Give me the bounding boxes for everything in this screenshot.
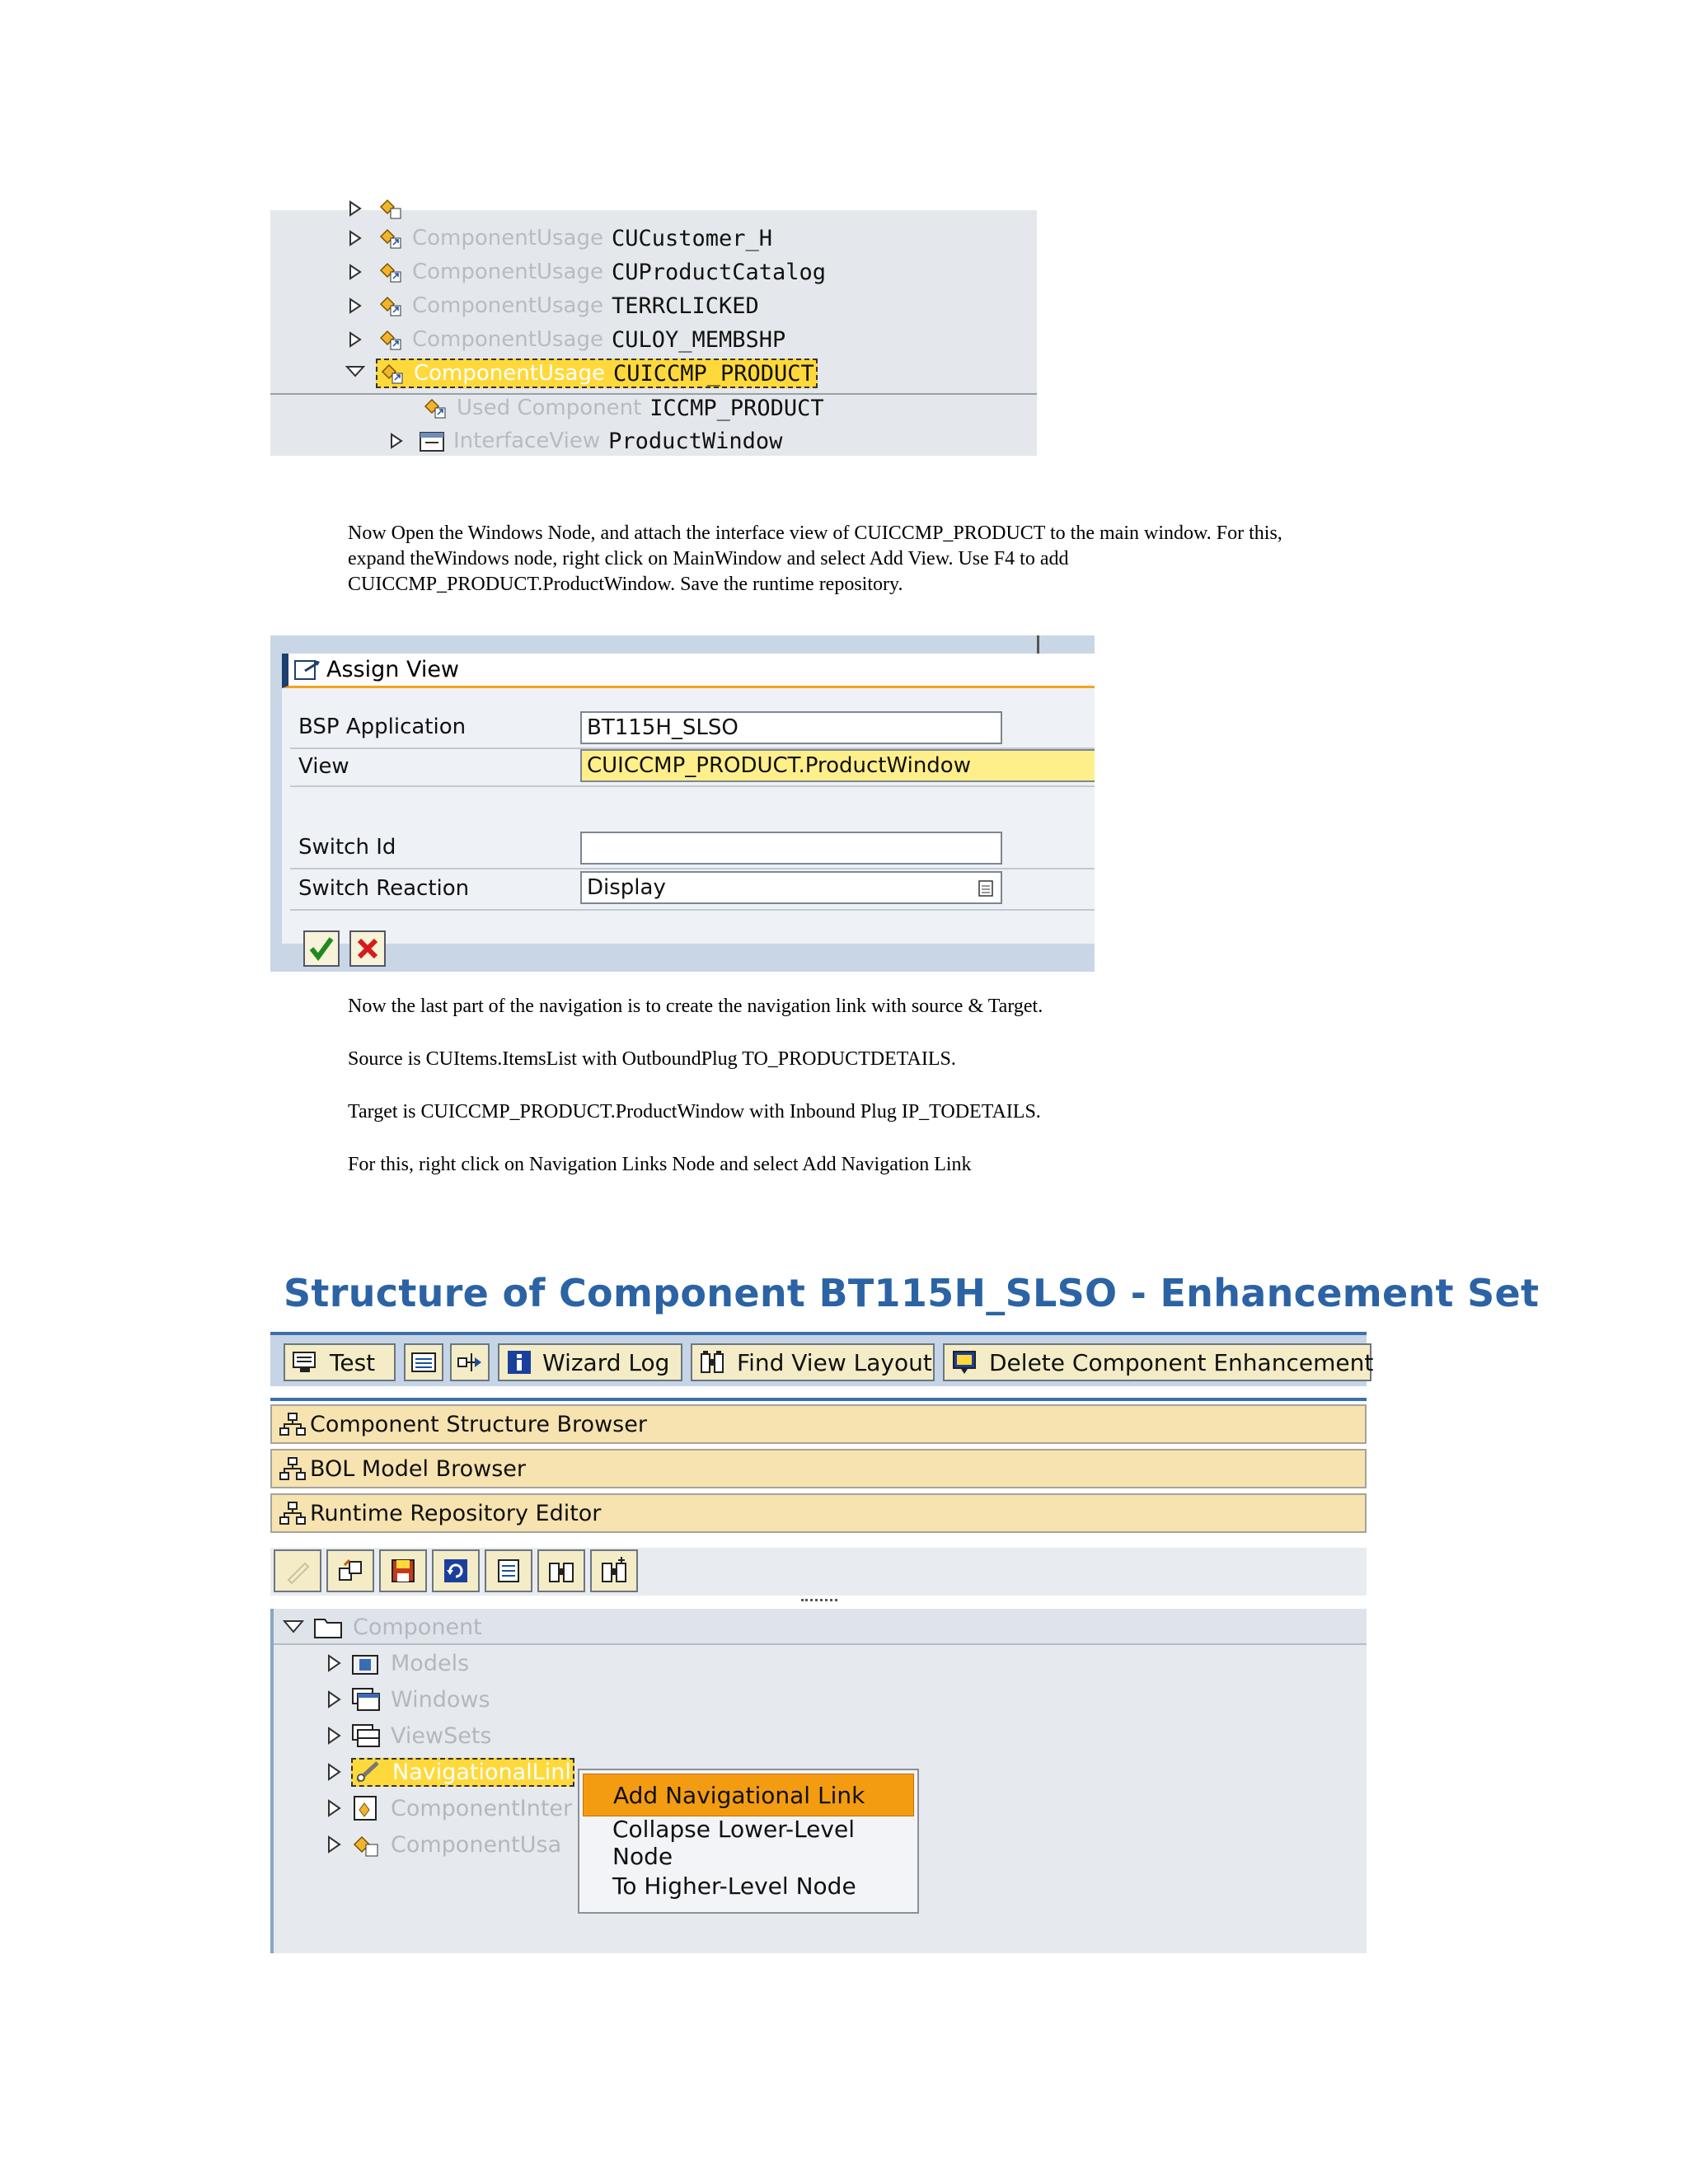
delete-component-enhancement-button[interactable] xyxy=(943,1343,1372,1381)
tree-node-viewsets[interactable] xyxy=(328,1719,491,1752)
find-view-layout-button[interactable] xyxy=(691,1343,935,1381)
tree-row[interactable] xyxy=(349,223,772,253)
tree-node-navigational-links[interactable] xyxy=(328,1755,574,1788)
save-icon xyxy=(389,1557,417,1585)
tree-node-models[interactable] xyxy=(328,1647,469,1680)
structure-tree-icon xyxy=(279,1412,308,1436)
node-type-label: ComponentUsage xyxy=(412,327,603,352)
component-usage-icon xyxy=(377,293,404,319)
tree-row[interactable] xyxy=(422,393,824,423)
list-button[interactable] xyxy=(485,1549,532,1592)
node-type-label: ComponentUsage xyxy=(412,293,603,318)
expand-triangle-icon[interactable] xyxy=(328,1764,341,1780)
instruction-paragraph: Now the last part of the navigation is to create the navigation link with source & Target. xyxy=(348,996,1043,1017)
component-usage-icon xyxy=(379,360,406,387)
tree-node-component-interface[interactable] xyxy=(328,1792,572,1825)
node-name: TERRCLICKED xyxy=(611,293,759,319)
node-label: ComponentInter xyxy=(391,1795,573,1821)
instruction-paragraph: Target is CUICCMP_PRODUCT.ProductWindow with Inbound Plug IP_TODETAILS. xyxy=(348,1101,1041,1122)
menu-item-collapse-lower-level-node[interactable] xyxy=(579,1816,917,1870)
expand-triangle-icon[interactable] xyxy=(349,332,361,347)
dialog-title: Assign View xyxy=(326,657,460,682)
used-component-icon xyxy=(422,395,448,421)
interface-view-icon xyxy=(419,428,445,454)
collapse-triangle-icon[interactable] xyxy=(284,1620,303,1633)
node-label: Component xyxy=(353,1614,482,1640)
expand-triangle-icon[interactable] xyxy=(391,434,402,448)
menu-item-label: Collapse Lower-Level Node xyxy=(612,1816,855,1870)
find-button[interactable] xyxy=(537,1549,585,1592)
expand-triangle-icon[interactable] xyxy=(328,1691,341,1708)
binoculars-icon xyxy=(547,1557,575,1585)
list-view-button[interactable] xyxy=(404,1343,443,1381)
view-label: View xyxy=(298,754,349,779)
component-usage-icon xyxy=(377,195,404,222)
expand-triangle-icon[interactable] xyxy=(349,298,361,313)
component-usage-icon xyxy=(377,326,404,353)
tree-node-component[interactable] xyxy=(284,1610,482,1643)
paragraph-line: CUICCMP_PRODUCT.ProductWindow. Save the runtime repository. xyxy=(348,574,903,595)
test-icon xyxy=(292,1350,320,1375)
bsp-application-field[interactable]: BT115H_SLSO xyxy=(580,711,1002,744)
tree-row[interactable] xyxy=(349,325,785,354)
expand-triangle-icon[interactable] xyxy=(328,1727,341,1744)
switch-id-label: Switch Id xyxy=(298,835,396,860)
menu-item-label: To Higher-Level Node xyxy=(612,1872,856,1900)
tree-node-component-usages[interactable] xyxy=(328,1828,561,1861)
node-type-label: ComponentUsage xyxy=(412,260,603,284)
bol-model-browser-tab[interactable] xyxy=(270,1449,1367,1488)
tree-row[interactable] xyxy=(391,426,782,456)
test-button[interactable] xyxy=(284,1343,396,1381)
component-structure-browser-tab[interactable] xyxy=(270,1404,1367,1444)
selected-node-highlight[interactable] xyxy=(351,1758,574,1787)
menu-item-to-higher-level-node[interactable] xyxy=(579,1864,917,1907)
expand-triangle-icon[interactable] xyxy=(328,1655,341,1671)
models-icon xyxy=(351,1651,381,1675)
node-name: ICCMP_PRODUCT xyxy=(649,395,824,421)
folder-icon xyxy=(313,1615,343,1639)
assign-view-icon xyxy=(293,658,321,682)
bsp-application-label: BSP Application xyxy=(298,715,467,739)
node-name: CULOY_MEMBSHP xyxy=(611,326,786,353)
delete-enhancement-icon xyxy=(951,1349,979,1376)
node-label: ComponentUsa xyxy=(391,1831,562,1858)
node-name: CUICCMP_PRODUCT xyxy=(612,360,814,387)
selected-node-highlight[interactable] xyxy=(376,359,818,388)
windows-icon xyxy=(351,1687,381,1712)
viewsets-icon xyxy=(351,1723,381,1748)
divider xyxy=(290,868,1095,869)
node-name: CUProductCatalog xyxy=(611,259,827,285)
edit-button[interactable] xyxy=(274,1549,321,1592)
switch-id-field[interactable] xyxy=(580,832,1002,865)
paragraph-line: Now Open the Windows Node, and attach the interface view of CUICCMP_PRODUCT to the main window. For this, xyxy=(348,523,1282,544)
expand-triangle-icon[interactable] xyxy=(328,1800,341,1816)
confirm-button[interactable] xyxy=(303,930,340,967)
display-change-icon xyxy=(336,1557,364,1585)
divider xyxy=(290,785,1095,787)
wizard-log-label: Wizard Log xyxy=(542,1348,670,1376)
runtime-repository-tree-screenshot xyxy=(270,210,1037,456)
pencil-icon xyxy=(284,1557,312,1585)
instruction-paragraph xyxy=(348,521,1419,598)
save-button[interactable] xyxy=(379,1549,427,1592)
menu-item-label: Add Navigational Link xyxy=(613,1781,865,1809)
node-type-label: InterfaceView xyxy=(453,429,601,453)
component-interface-icon xyxy=(351,1795,381,1821)
info-icon xyxy=(506,1349,532,1376)
divider xyxy=(1037,635,1039,654)
list-icon xyxy=(495,1557,523,1585)
runtime-repository-editor-tab[interactable] xyxy=(270,1493,1367,1533)
tree-row-cut-off xyxy=(349,194,412,223)
component-structure-screenshot xyxy=(270,1268,1540,1953)
find-next-button[interactable] xyxy=(590,1549,638,1592)
node-label: NavigationalLinl xyxy=(392,1759,571,1785)
page-title: Structure of Component BT115H_SLSO - Enhancement Set xyxy=(284,1271,1540,1315)
find-next-icon xyxy=(600,1557,628,1585)
section-label: Runtime Repository Editor xyxy=(310,1500,602,1526)
node-label: Models xyxy=(391,1650,470,1676)
link-icon xyxy=(354,1760,382,1784)
refresh-icon xyxy=(442,1557,470,1585)
structure-tree-icon xyxy=(279,1456,308,1481)
hierarchy-button[interactable] xyxy=(450,1343,490,1381)
divider xyxy=(290,909,1095,911)
tree-row-selected[interactable] xyxy=(346,359,818,388)
test-label: Test xyxy=(330,1348,376,1376)
instruction-paragraph: Source is CUItems.ItemsList with OutboundPlug TO_PRODUCTDETAILS. xyxy=(348,1048,956,1070)
find-view-layout-label: Find View Layout xyxy=(737,1348,932,1376)
context-menu xyxy=(578,1769,919,1914)
expand-triangle-icon[interactable] xyxy=(328,1836,341,1853)
expand-triangle-icon[interactable] xyxy=(349,201,361,216)
tree-row[interactable] xyxy=(349,257,826,287)
instruction-paragraph: For this, right click on Navigation Links Node and select Add Navigation Link xyxy=(348,1154,972,1175)
node-type-label: ComponentUsage xyxy=(414,361,605,386)
component-usage-icon xyxy=(377,259,404,285)
switch-reaction-dropdown[interactable] xyxy=(580,871,1002,904)
section-label: BOL Model Browser xyxy=(310,1455,526,1482)
dialog-title-bar xyxy=(282,654,1095,688)
collapse-triangle-icon[interactable] xyxy=(346,366,364,381)
refresh-button[interactable] xyxy=(432,1549,480,1592)
tree-row[interactable] xyxy=(349,291,759,321)
delete-enhancement-label: Delete Component Enhancement xyxy=(989,1348,1374,1376)
check-icon xyxy=(305,932,338,965)
display-change-button[interactable] xyxy=(326,1549,374,1592)
node-name: CUCustomer_H xyxy=(611,225,773,251)
cancel-button[interactable] xyxy=(349,930,386,967)
section-label: Component Structure Browser xyxy=(310,1411,647,1437)
node-name: ProductWindow xyxy=(608,428,783,454)
splitter-handle[interactable] xyxy=(801,1599,837,1601)
wizard-log-button[interactable] xyxy=(498,1343,682,1381)
node-type-label: ComponentUsage xyxy=(412,226,603,251)
divider xyxy=(270,1398,1367,1401)
assign-view-dialog-screenshot xyxy=(270,635,1095,972)
expand-triangle-icon[interactable] xyxy=(349,231,361,246)
menu-item-add-navigational-link[interactable] xyxy=(583,1774,914,1816)
node-label: ViewSets xyxy=(391,1722,492,1749)
switch-reaction-value: Display xyxy=(587,875,666,900)
close-icon xyxy=(351,932,384,965)
component-usage-icon xyxy=(377,225,404,251)
switch-reaction-label: Switch Reaction xyxy=(298,876,470,901)
view-field[interactable]: CUICCMP_PRODUCT.ProductWindow xyxy=(580,749,1095,782)
main-toolbar xyxy=(270,1332,1374,1386)
tree-node-windows[interactable] xyxy=(328,1683,490,1716)
structure-tree-icon xyxy=(279,1501,308,1526)
binoculars-icon xyxy=(699,1349,727,1376)
node-label: Windows xyxy=(391,1686,490,1713)
node-type-label: Used Component xyxy=(457,396,642,420)
component-usage-icon xyxy=(351,1831,381,1858)
hierarchy-icon xyxy=(457,1350,483,1375)
value-help-icon[interactable] xyxy=(978,879,994,898)
list-icon xyxy=(410,1351,437,1374)
expand-triangle-icon[interactable] xyxy=(349,265,361,279)
paragraph-line: expand theWindows node, right click on MainWindow and select Add View. Use F4 to add xyxy=(348,548,1069,569)
